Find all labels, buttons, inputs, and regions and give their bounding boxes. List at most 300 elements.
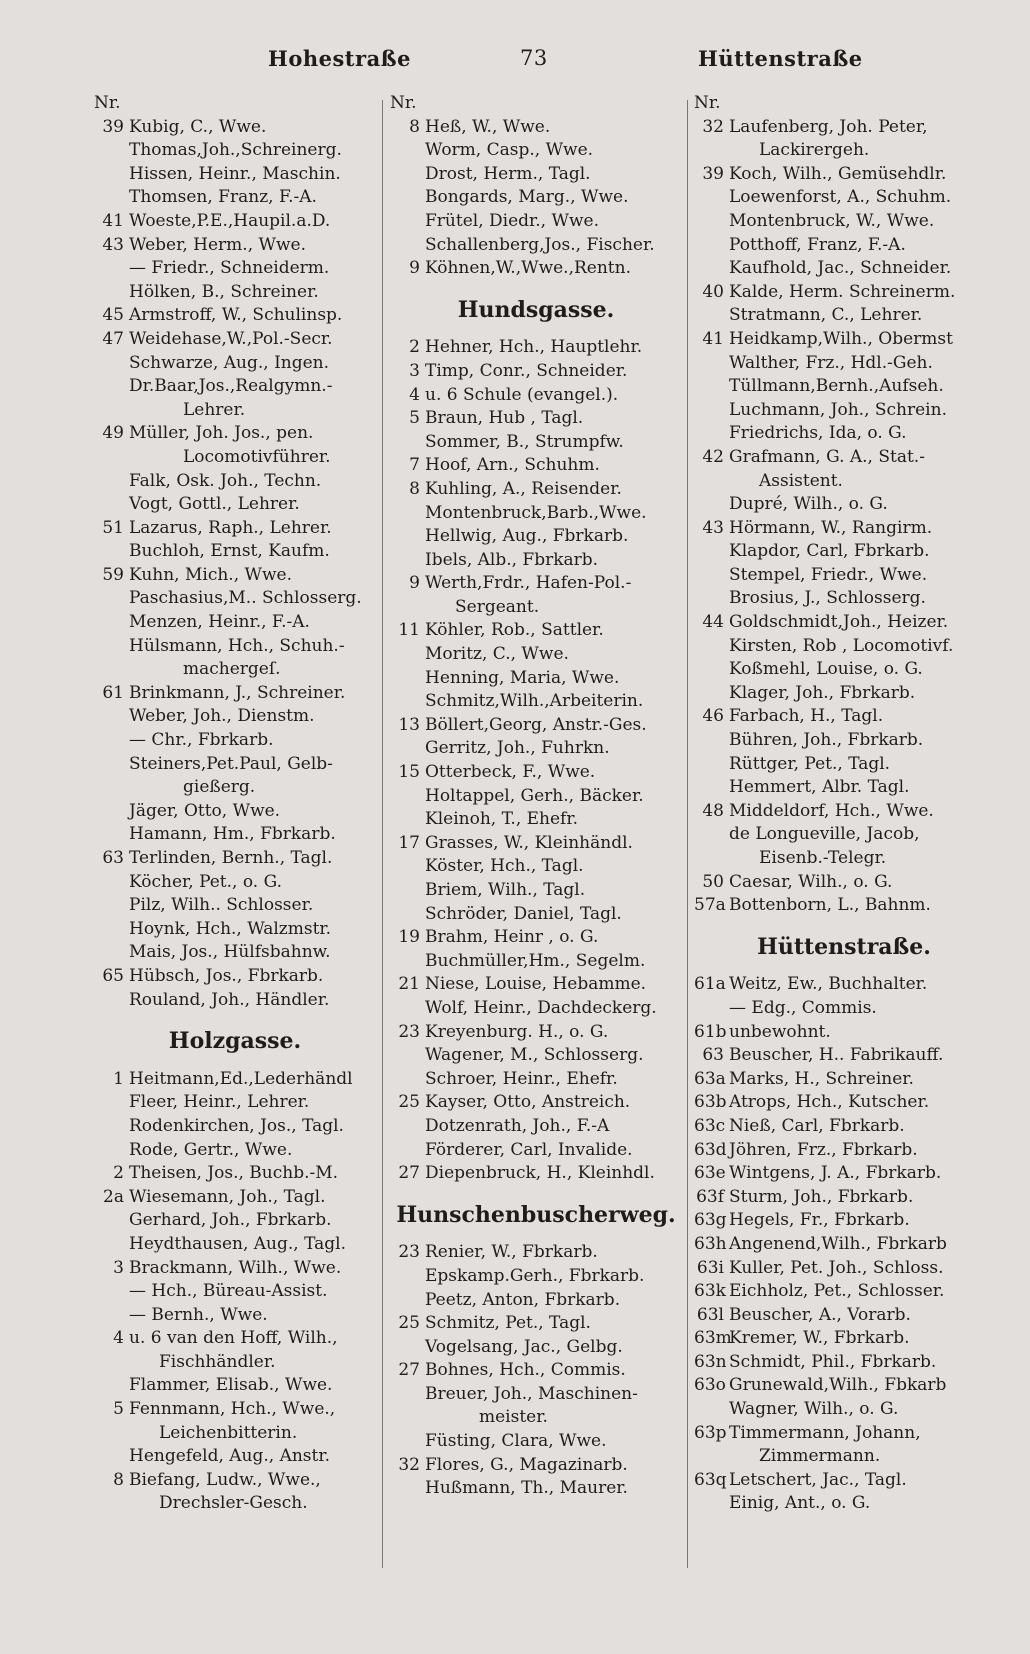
directory-entry: [390, 926, 682, 950]
house-number: [94, 611, 124, 635]
directory-entry: [694, 163, 994, 187]
directory-entry: [694, 1351, 994, 1375]
resident-text: Buchloh, Ernst, Kaufm.: [129, 541, 330, 562]
house-number: 63f: [696, 1186, 724, 1207]
resident-text: Jöhren, Frz., Fbrkarb.: [729, 1139, 918, 1160]
resident-text: Henning, Maria, Wwe.: [425, 667, 620, 688]
directory-entry: [94, 257, 376, 281]
directory-entry: [390, 210, 682, 234]
house-number: 63a: [694, 1068, 726, 1089]
resident-text: Hübsch, Jos., Fbrkarb.: [129, 965, 324, 986]
house-number: [94, 1091, 124, 1115]
directory-entry: [694, 1209, 994, 1233]
resident-text: Eisenb.-Telegr.: [759, 848, 887, 868]
house-number: [694, 493, 724, 517]
resident-text: Dupré, Wilh., o. G.: [729, 494, 888, 515]
directory-entry: [694, 800, 994, 824]
directory-entry: [94, 422, 376, 446]
resident-text: Zimmermann.: [759, 1446, 881, 1467]
resident-text: Schallenberg,Jos., Fischer.: [425, 234, 655, 255]
column-3: [694, 92, 994, 1516]
resident-text: Fleer, Heinr., Lehrer.: [129, 1092, 310, 1113]
house-number: 65: [102, 965, 124, 986]
directory-entry: [94, 1492, 376, 1516]
house-number: 49: [102, 423, 124, 444]
resident-text: Schmitz, Pet., Tagl.: [425, 1313, 591, 1334]
house-number: [694, 304, 724, 328]
resident-text: Koßmehl, Louise, o. G.: [729, 659, 923, 680]
directory-entry: [94, 399, 376, 423]
directory-entry: [390, 596, 682, 620]
house-number: [694, 399, 724, 423]
house-number: 63o: [694, 1375, 726, 1396]
directory-entry: [94, 540, 376, 564]
directory-entry: [694, 894, 994, 918]
directory-entry: [694, 422, 994, 446]
resident-text: Dr.Baar,Jos.,Realgymn.-: [129, 376, 333, 397]
house-number: 63c: [694, 1115, 726, 1136]
resident-text: Hissen, Heinr., Maschin.: [129, 163, 341, 184]
resident-text: Einig, Ant., o. G.: [729, 1493, 871, 1514]
directory-entry: [390, 1430, 682, 1454]
house-number: [94, 1280, 124, 1304]
directory-entry: [94, 470, 376, 494]
resident-text: Hehner, Hch., Hauptlehr.: [425, 337, 643, 358]
resident-text: Briem, Wilh., Tagl.: [425, 880, 586, 900]
resident-text: Pilz, Wilh.. Schlosser.: [129, 895, 314, 916]
resident-text: u. 6 van den Hoff, Wilh.,: [129, 1328, 338, 1349]
resident-text: Gerritz, Joh., Fuhrkn.: [425, 738, 610, 759]
directory-entry: [390, 336, 682, 360]
directory-entry: [694, 658, 994, 682]
house-number: [94, 375, 124, 399]
house-number: [94, 257, 124, 281]
resident-text: Potthoff, Franz, F.-A.: [729, 234, 906, 255]
directory-entry: [694, 540, 994, 564]
resident-text: — Chr., Fbrkarb.: [129, 730, 274, 751]
house-number: 63b: [694, 1092, 727, 1113]
resident-text: Hoof, Arn., Schuhm.: [425, 455, 600, 476]
directory-entry: [94, 989, 376, 1013]
house-number: 8: [113, 1469, 124, 1490]
directory-entry: [94, 281, 376, 305]
house-number: [694, 422, 724, 446]
resident-text: Brinkmann, J., Schreiner.: [129, 682, 346, 703]
directory-entry: [94, 682, 376, 706]
directory-entry: [390, 257, 682, 281]
directory-entry: [94, 1304, 376, 1328]
house-number: 9: [409, 573, 420, 594]
resident-text: Lazarus, Raph., Lehrer.: [129, 517, 332, 538]
resident-text: Moritz, C., Wwe.: [425, 644, 569, 665]
house-number: [390, 186, 420, 210]
house-number: [694, 375, 724, 399]
directory-entry: [390, 619, 682, 643]
directory-entry: [694, 1280, 994, 1304]
house-number: [94, 800, 124, 824]
resident-text: Beuscher, H.. Fabrikauff.: [729, 1045, 944, 1066]
resident-text: Letschert, Jac., Tagl.: [729, 1469, 907, 1490]
house-number: 2: [113, 1163, 124, 1184]
resident-text: Steiners,Pet.Paul, Gelb-: [129, 753, 333, 774]
resident-text: Grasses, W., Kleinhändl.: [425, 832, 633, 853]
resident-text: Goldschmidt,Joh., Heizer.: [729, 612, 949, 633]
directory-entry: [94, 116, 376, 140]
house-number: [94, 1351, 124, 1375]
house-number: [390, 163, 420, 187]
directory-entry: [94, 234, 376, 258]
house-number: [694, 635, 724, 659]
resident-text: meister.: [479, 1407, 548, 1428]
resident-text: Worm, Casp., Wwe.: [425, 140, 594, 161]
resident-text: Sturm, Joh., Fbrkarb.: [729, 1186, 914, 1207]
directory-entry: [94, 729, 376, 753]
directory-entry: [694, 116, 994, 140]
directory-entry: [390, 1139, 682, 1163]
house-number: 63n: [694, 1351, 727, 1372]
resident-text: Frütel, Diedr., Wwe.: [425, 210, 599, 231]
directory-entry: [390, 1312, 682, 1336]
directory-entry: [390, 1289, 682, 1313]
house-number: 7: [409, 455, 420, 476]
house-number: [694, 682, 724, 706]
column-rule: [687, 100, 688, 1568]
street-heading: Hunschenbuscherweg.: [396, 1201, 676, 1228]
directory-entry: [94, 635, 376, 659]
resident-text: Caesar, Wilh., o. G.: [729, 871, 893, 892]
directory-entry: [390, 1241, 682, 1265]
directory-entry: [694, 1492, 994, 1516]
house-number: [694, 587, 724, 611]
directory-entry: [94, 517, 376, 541]
house-number: [390, 950, 420, 974]
directory-entry: [94, 304, 376, 328]
directory-entry: [694, 1304, 994, 1328]
directory-entry: [694, 493, 994, 517]
resident-text: Brackmann, Wilh., Wwe.: [129, 1257, 342, 1278]
directory-entry: [390, 360, 682, 384]
resident-text: Dotzenrath, Joh., F.-A: [425, 1115, 610, 1136]
directory-entry: [390, 785, 682, 809]
house-number: 63h: [694, 1233, 727, 1254]
directory-entry: [694, 705, 994, 729]
house-number: [94, 1492, 124, 1516]
house-number: 63q: [694, 1469, 727, 1490]
house-number: 3: [113, 1257, 124, 1278]
directory-entry: [390, 1336, 682, 1360]
house-number: 51: [102, 517, 124, 538]
house-number: [390, 1115, 420, 1139]
directory-entry: [390, 234, 682, 258]
directory-entry: [390, 431, 682, 455]
directory-entry: [390, 502, 682, 526]
resident-text: Wiesemann, Joh., Tagl.: [129, 1186, 326, 1207]
resident-text: Fennmann, Hch., Wwe.,: [129, 1399, 336, 1420]
house-number: [94, 1115, 124, 1139]
house-number: [94, 1374, 124, 1398]
directory-entry: [94, 1327, 376, 1351]
resident-text: Mais, Jos., Hülfsbahnw.: [129, 942, 331, 963]
resident-text: Köster, Hch., Tagl.: [425, 856, 584, 877]
column-1: [94, 92, 376, 1516]
resident-text: gießerg.: [183, 777, 256, 798]
resident-text: Locomotivführer.: [183, 446, 331, 467]
directory-entry: [694, 139, 994, 163]
directory-entry: [694, 997, 994, 1021]
directory-entry: [694, 1327, 994, 1351]
directory-entry: [94, 1209, 376, 1233]
directory-entry: [694, 753, 994, 777]
directory-entry: [94, 587, 376, 611]
directory-entry: [694, 1044, 994, 1068]
resident-text: Holtappel, Gerh., Bäcker.: [425, 785, 644, 806]
directory-entry: [694, 470, 994, 494]
directory-entry: [94, 1091, 376, 1115]
directory-entry: [390, 478, 682, 502]
house-number: [694, 257, 724, 281]
directory-entry: [94, 139, 376, 163]
house-number: 61: [102, 682, 124, 703]
resident-text: Epskamp.Gerh., Fbrkarb.: [425, 1265, 645, 1286]
house-number: 40: [702, 281, 724, 302]
resident-text: Angenend,Wilh., Fbrkarb: [729, 1233, 947, 1254]
directory-entry: [390, 384, 682, 408]
house-number: 39: [702, 163, 724, 184]
house-number: [694, 139, 724, 163]
house-number: [694, 564, 724, 588]
directory-entry: [94, 1139, 376, 1163]
house-number: [390, 1139, 420, 1163]
resident-text: Füsting, Clara, Wwe.: [425, 1431, 607, 1452]
resident-text: unbewohnt.: [729, 1021, 831, 1042]
resident-text: Assistent.: [759, 470, 843, 491]
resident-text: Atrops, Hch., Kutscher.: [729, 1092, 930, 1113]
resident-text: Loewenforst, A., Schuhm.: [729, 187, 952, 208]
directory-entry: [694, 1186, 994, 1210]
resident-text: Sergeant.: [455, 596, 540, 617]
directory-entry: [694, 587, 994, 611]
directory-entry: [390, 903, 682, 927]
directory-entry: [694, 1021, 994, 1045]
nr-heading: Nr.: [694, 93, 721, 113]
resident-text: Paschasius,M.. Schlosserg.: [129, 588, 362, 609]
directory-entry: [390, 1406, 682, 1430]
directory-entry: [694, 1162, 994, 1186]
resident-text: Bohnes, Hch., Commis.: [425, 1360, 626, 1381]
directory-entry: [694, 847, 994, 871]
resident-text: Schröder, Daniel, Tagl.: [425, 903, 622, 924]
resident-text: Heydthausen, Aug., Tagl.: [129, 1233, 346, 1254]
resident-text: Luchmann, Joh., Schrein.: [729, 399, 947, 420]
directory-entry: [694, 1398, 994, 1422]
directory-entry: [694, 517, 994, 541]
house-number: 50: [702, 871, 724, 892]
house-number: [94, 399, 124, 423]
house-number: 5: [113, 1399, 124, 1420]
directory-entry: [390, 454, 682, 478]
house-number: [94, 941, 124, 965]
house-number: [694, 997, 724, 1021]
resident-text: Rode, Gertr., Wwe.: [129, 1139, 293, 1160]
directory-entry: [94, 658, 376, 682]
house-number: 63l: [696, 1304, 724, 1325]
directory-entry: [390, 572, 682, 596]
house-number: [390, 525, 420, 549]
house-number: 27: [398, 1163, 420, 1184]
resident-text: Weidehase,W.,Pol.-Secr.: [129, 328, 333, 349]
house-number: [390, 431, 420, 455]
directory-entry: [694, 234, 994, 258]
house-number: 25: [398, 1092, 420, 1113]
house-number: [390, 596, 420, 620]
directory-entry: [694, 1445, 994, 1469]
resident-text: Friedrichs, Ida, o. G.: [729, 423, 907, 444]
resident-text: Wagner, Wilh., o. G.: [729, 1399, 899, 1420]
house-number: 5: [409, 408, 420, 429]
directory-entry: [694, 564, 994, 588]
resident-text: Montenbruck, W., Wwe.: [729, 210, 935, 231]
directory-entry: [390, 879, 682, 903]
house-number: [94, 446, 124, 470]
house-number: 21: [398, 974, 420, 995]
house-number: 15: [398, 762, 420, 783]
resident-text: Flammer, Elisab., Wwe.: [129, 1375, 333, 1396]
resident-text: Thomsen, Franz, F.-A.: [129, 187, 317, 208]
house-number: 32: [398, 1454, 420, 1475]
resident-text: Bottenborn, L., Bahnm.: [729, 895, 931, 916]
house-number: 44: [702, 612, 724, 633]
house-number: 25: [398, 1313, 420, 1334]
house-number: 41: [702, 328, 724, 349]
house-number: [390, 1044, 420, 1068]
house-number: 45: [102, 305, 124, 326]
house-number: [694, 847, 724, 871]
house-number: [94, 871, 124, 895]
resident-text: Wolf, Heinr., Dachdeckerg.: [425, 997, 657, 1018]
resident-text: Werth,Frdr., Hafen-Pol.-: [425, 573, 632, 594]
house-number: 17: [398, 832, 420, 853]
resident-text: Fischhändler.: [159, 1351, 276, 1372]
resident-text: de Longueville, Jacob,: [729, 824, 920, 845]
resident-text: Walther, Frz., Hdl.-Geh.: [729, 352, 933, 373]
house-number: 63e: [694, 1163, 726, 1184]
resident-text: Lackirergeh.: [759, 140, 870, 161]
house-number: [694, 470, 724, 494]
house-number: 1: [113, 1068, 124, 1089]
running-head-left: Hohestraße: [268, 46, 411, 71]
house-number: 63p: [694, 1422, 727, 1443]
resident-text: Lehrer.: [183, 399, 246, 420]
resident-text: Thomas,Joh.,Schreinerg.: [129, 140, 342, 161]
resident-text: Gerhard, Joh., Fbrkarb.: [129, 1210, 332, 1231]
directory-entry: [390, 1044, 682, 1068]
house-number: [94, 1233, 124, 1257]
resident-text: Klager, Joh., Fbrkarb.: [729, 682, 916, 703]
directory-entry: [94, 918, 376, 942]
resident-text: — Friedr., Schneiderm.: [129, 258, 330, 279]
house-number: [94, 281, 124, 305]
resident-text: Hölken, B., Schreiner.: [129, 281, 319, 302]
resident-text: Stempel, Friedr., Wwe.: [729, 564, 928, 585]
house-number: [390, 643, 420, 667]
resident-text: Diepenbruck, H., Kleinhdl.: [425, 1163, 655, 1184]
resident-text: Marks, H., Schreiner.: [729, 1068, 914, 1089]
directory-entry: [390, 1454, 682, 1478]
house-number: 63: [702, 1045, 724, 1066]
column-rule: [382, 100, 383, 1568]
street-heading: Hüttenstraße.: [757, 933, 931, 960]
resident-text: Rouland, Joh., Händler.: [129, 989, 330, 1010]
directory-entry: [94, 493, 376, 517]
directory-entry: [390, 855, 682, 879]
directory-entry: [694, 1091, 994, 1115]
house-number: [694, 1398, 724, 1422]
directory-entry: [94, 1398, 376, 1422]
resident-text: Peetz, Anton, Fbrkarb.: [425, 1289, 621, 1310]
house-number: 4: [409, 384, 420, 405]
house-number: 63: [102, 848, 124, 868]
resident-text: Ibels, Alb., Fbrkarb.: [425, 549, 599, 570]
directory-entry: [390, 1091, 682, 1115]
resident-text: Brosius, J., Schlosserg.: [729, 588, 926, 609]
directory-entry: [390, 1162, 682, 1186]
resident-text: Hemmert, Albr. Tagl.: [729, 777, 910, 798]
directory-entry: [390, 1115, 682, 1139]
directory-entry: [94, 1115, 376, 1139]
directory-entry: [390, 1383, 682, 1407]
resident-text: Kuhling, A., Reisender.: [425, 478, 622, 499]
house-number: 2: [409, 337, 420, 358]
resident-text: Hengefeld, Aug., Anstr.: [129, 1446, 331, 1467]
directory-entry: [94, 611, 376, 635]
house-number: [390, 785, 420, 809]
resident-text: Wagener, M., Schlosserg.: [425, 1045, 644, 1066]
resident-text: Förderer, Carl, Invalide.: [425, 1139, 633, 1160]
house-number: [94, 753, 124, 777]
house-number: [94, 635, 124, 659]
house-number: [390, 502, 420, 526]
directory-entry: [390, 1477, 682, 1501]
directory-entry: [390, 643, 682, 667]
directory-entry: [94, 1351, 376, 1375]
house-number: [694, 1445, 724, 1469]
house-number: [390, 808, 420, 832]
house-number: [694, 753, 724, 777]
resident-text: Kubig, C., Wwe.: [129, 116, 267, 137]
directory-entry: [94, 1186, 376, 1210]
house-number: [390, 234, 420, 258]
resident-text: Laufenberg, Joh. Peter,: [729, 116, 928, 137]
resident-text: Müller, Joh. Jos., pen.: [129, 423, 314, 444]
resident-text: Otterbeck, F., Wwe.: [425, 762, 596, 783]
directory-entry: [694, 823, 994, 847]
resident-text: Timp, Conr., Schneider.: [425, 360, 628, 381]
street-heading: Holzgasse.: [168, 1028, 302, 1055]
resident-text: Drechsler-Gesch.: [159, 1493, 308, 1514]
house-number: [94, 163, 124, 187]
house-number: [390, 210, 420, 234]
house-number: [694, 352, 724, 376]
resident-text: Nieß, Carl, Fbrkarb.: [729, 1115, 905, 1136]
directory-entry: [94, 163, 376, 187]
directory-entry: [390, 1265, 682, 1289]
directory-entry: [390, 832, 682, 856]
resident-text: Terlinden, Bernh., Tagl.: [129, 848, 333, 868]
directory-entry: [390, 163, 682, 187]
resident-text: Kirsten, Rob , Locomotivf.: [729, 635, 954, 656]
directory-entry: [94, 564, 376, 588]
resident-text: machergeſ.: [183, 659, 281, 680]
